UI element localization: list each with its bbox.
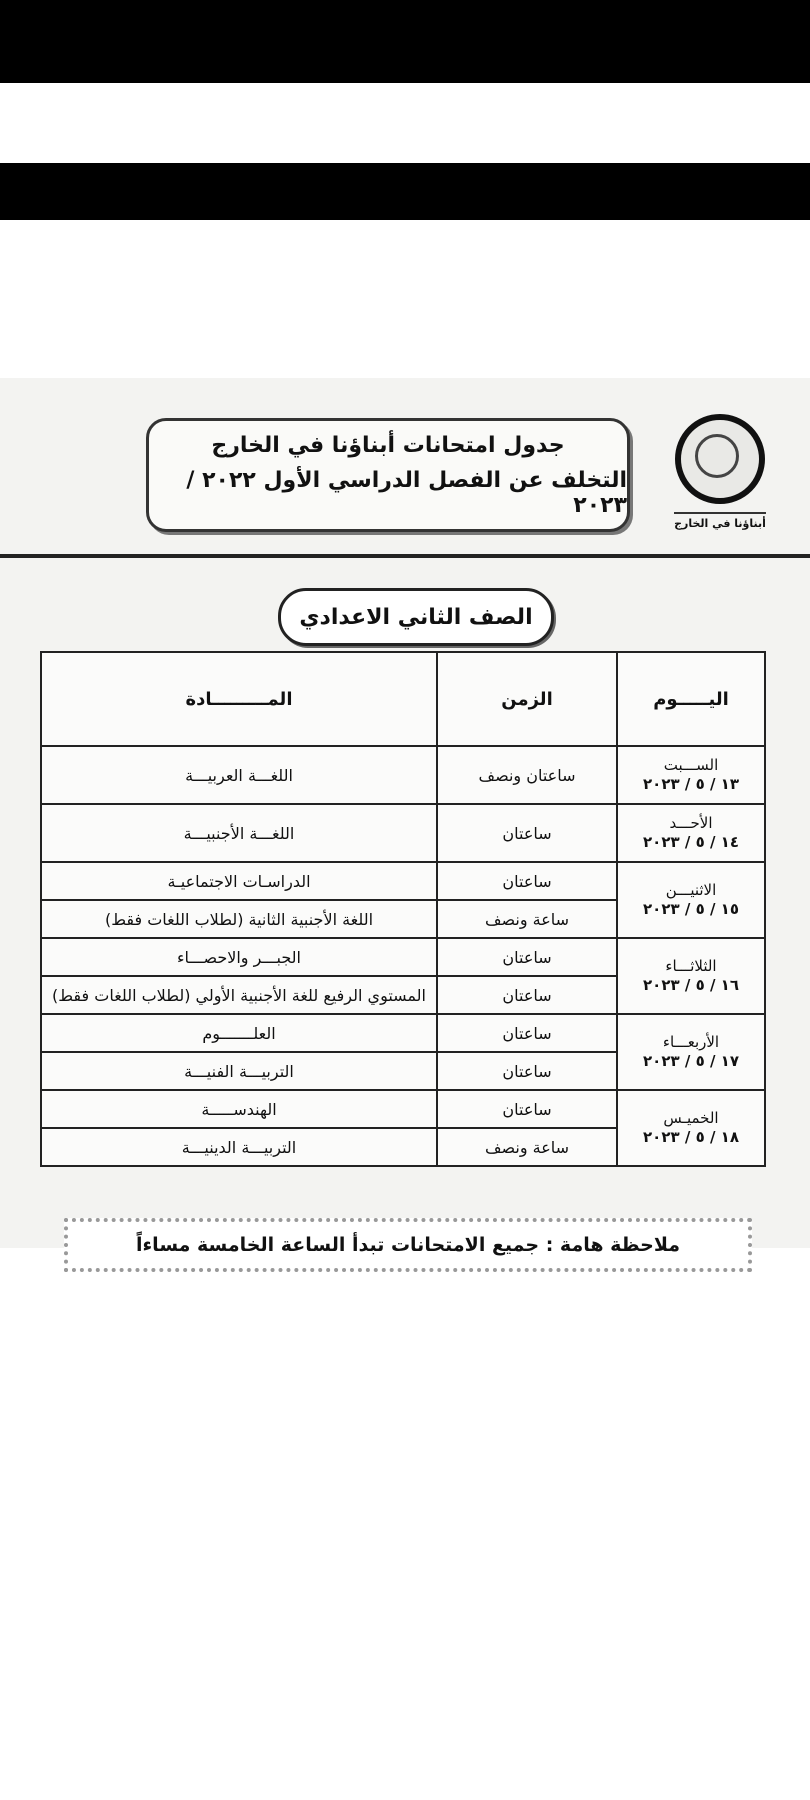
subject-cell: اللغـــة الأجنبيـــة <box>41 804 437 862</box>
day-date: ١٧ / ٥ / ٢٠٢٣ <box>643 1052 739 1070</box>
time-cell: ساعتان ونصف <box>437 746 617 804</box>
second-black-bar <box>0 163 810 220</box>
time-cell: ساعتان <box>437 862 617 900</box>
subject-cell: الجبـــر والاحصـــاء <box>41 938 437 976</box>
time-cell: ساعة ونصف <box>437 1128 617 1166</box>
day-date: ١٦ / ٥ / ٢٠٢٣ <box>643 976 739 994</box>
important-note: ملاحظة هامة : جميع الامتحانات تبدأ الساعة الخامسة مساءاً <box>64 1218 752 1272</box>
day-name: الأربعـــاء <box>662 1033 720 1052</box>
day-cell <box>617 938 765 1014</box>
time-cell: ساعتان <box>437 1014 617 1052</box>
header-divider <box>0 554 810 558</box>
schedule-table <box>40 651 766 1167</box>
day-name: الأحـــد <box>669 814 713 833</box>
logo <box>660 414 780 540</box>
table-row <box>41 746 765 804</box>
table-header-row <box>41 652 765 746</box>
header-time: الزمن <box>437 652 617 746</box>
day-cell <box>617 804 765 862</box>
day-date: ١٨ / ٥ / ٢٠٢٣ <box>643 1128 739 1146</box>
day-date: ١٤ / ٥ / ٢٠٢٣ <box>643 833 739 851</box>
subject-cell: الهندســـــة <box>41 1090 437 1128</box>
exam-schedule-document <box>0 378 810 1256</box>
day-name: الثلاثـــاء <box>665 957 717 976</box>
document-title: جدول امتحانات أبناؤنا في الخارج <box>211 432 565 458</box>
time-cell: ساعتان <box>437 1052 617 1090</box>
time-cell: ساعة ونصف <box>437 900 617 938</box>
time-cell: ساعتان <box>437 938 617 976</box>
day-name: الخميـس <box>663 1109 719 1128</box>
header-subject: المـــــــــادة <box>41 652 437 746</box>
day-name: الســـبت <box>663 756 719 775</box>
day-cell <box>617 862 765 938</box>
subject-cell: المستوي الرفيع للغة الأجنبية الأولي (لطلاب اللغات فقط) <box>41 976 437 1014</box>
top-black-bar <box>0 0 810 83</box>
grade-label: الصف الثاني الاعدادي <box>278 588 554 646</box>
document-subtitle: التخلف عن الفصل الدراسي الأول ٢٠٢٢ / ٢٠٢٣ <box>186 467 627 518</box>
time-cell: ساعتان <box>437 976 617 1014</box>
day-name: الاثنيـــن <box>665 881 717 900</box>
subject-cell: اللغة الأجنبية الثانية (لطلاب اللغات فقط) <box>41 900 437 938</box>
table-row <box>41 804 765 862</box>
subject-cell: التربيـــة الفنيـــة <box>41 1052 437 1090</box>
table-row <box>41 938 765 976</box>
subject-cell: التربيـــة الدينيـــة <box>41 1128 437 1166</box>
subject-cell: الدراسـات الاجتماعيـة <box>41 862 437 900</box>
day-date: ١٥ / ٥ / ٢٠٢٣ <box>643 900 739 918</box>
logo-caption: أبناؤنا في الخارج <box>674 512 766 530</box>
day-cell <box>617 1090 765 1166</box>
time-cell: ساعتان <box>437 804 617 862</box>
subject-cell: العلـــــــوم <box>41 1014 437 1052</box>
time-cell: ساعتان <box>437 1090 617 1128</box>
table-row <box>41 862 765 900</box>
emblem-icon <box>675 414 765 504</box>
day-cell <box>617 1014 765 1090</box>
table-row <box>41 1090 765 1128</box>
header-day: اليـــــوم <box>617 652 765 746</box>
title-box <box>146 418 630 532</box>
table-row <box>41 1014 765 1052</box>
subject-cell: اللغـــة العربيـــة <box>41 746 437 804</box>
day-cell <box>617 746 765 804</box>
day-date: ١٣ / ٥ / ٢٠٢٣ <box>643 775 739 793</box>
